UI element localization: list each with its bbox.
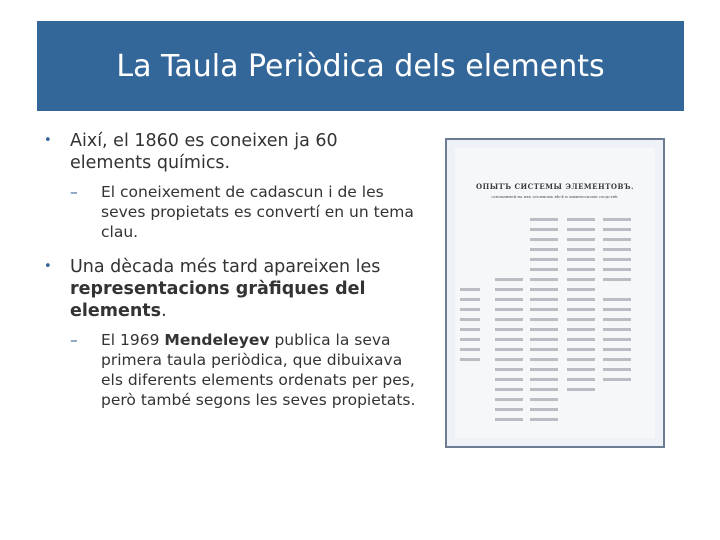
bullet-2-post: . <box>161 301 167 321</box>
sub-bullet-2-bold: Mendeleyev <box>164 331 270 349</box>
bullet-dot-icon: • <box>44 259 52 274</box>
bullet-dot-icon: • <box>44 133 52 148</box>
bullet-1 <box>44 130 424 174</box>
dash-icon: – <box>70 331 78 349</box>
periodic-table-image <box>445 138 665 448</box>
slide-title: La Taula Periòdica dels elements <box>116 48 605 84</box>
scan-subheading: основанной на ихъ атомномъ вѣсѣ и химическомъ сходствѣ. <box>491 194 619 199</box>
slide-content <box>44 130 424 424</box>
title-bar <box>37 21 684 111</box>
scan-page <box>455 148 655 438</box>
scan-heading: ОПЫТЪ СИСТЕМЫ ЭЛЕМЕНТОВЪ. <box>475 182 634 191</box>
bullet-2-bold: representacions gràfiques del elements <box>70 279 366 321</box>
sub-bullet-1 <box>44 182 424 242</box>
bullet-2 <box>44 256 424 322</box>
sub-bullet-2-post: publica la seva primera taula periòdica, que dibuixava els diferents elements ordenats per pes, però també segons les seves propietats. <box>101 331 416 409</box>
scan-table-texture <box>455 208 659 438</box>
bullet-1-text: Així, el 1860 es coneixen ja 60 elements químics. <box>70 131 338 173</box>
sub-bullet-2 <box>44 330 424 410</box>
bullet-2-pre: Una dècada més tard apareixen les <box>70 257 381 277</box>
sub-bullet-1-text: El coneixement de cadascun i de les seves propietats es convertí en un tema clau. <box>101 183 414 241</box>
sub-bullet-2-pre: El 1969 <box>101 331 165 349</box>
dash-icon: – <box>70 183 78 201</box>
